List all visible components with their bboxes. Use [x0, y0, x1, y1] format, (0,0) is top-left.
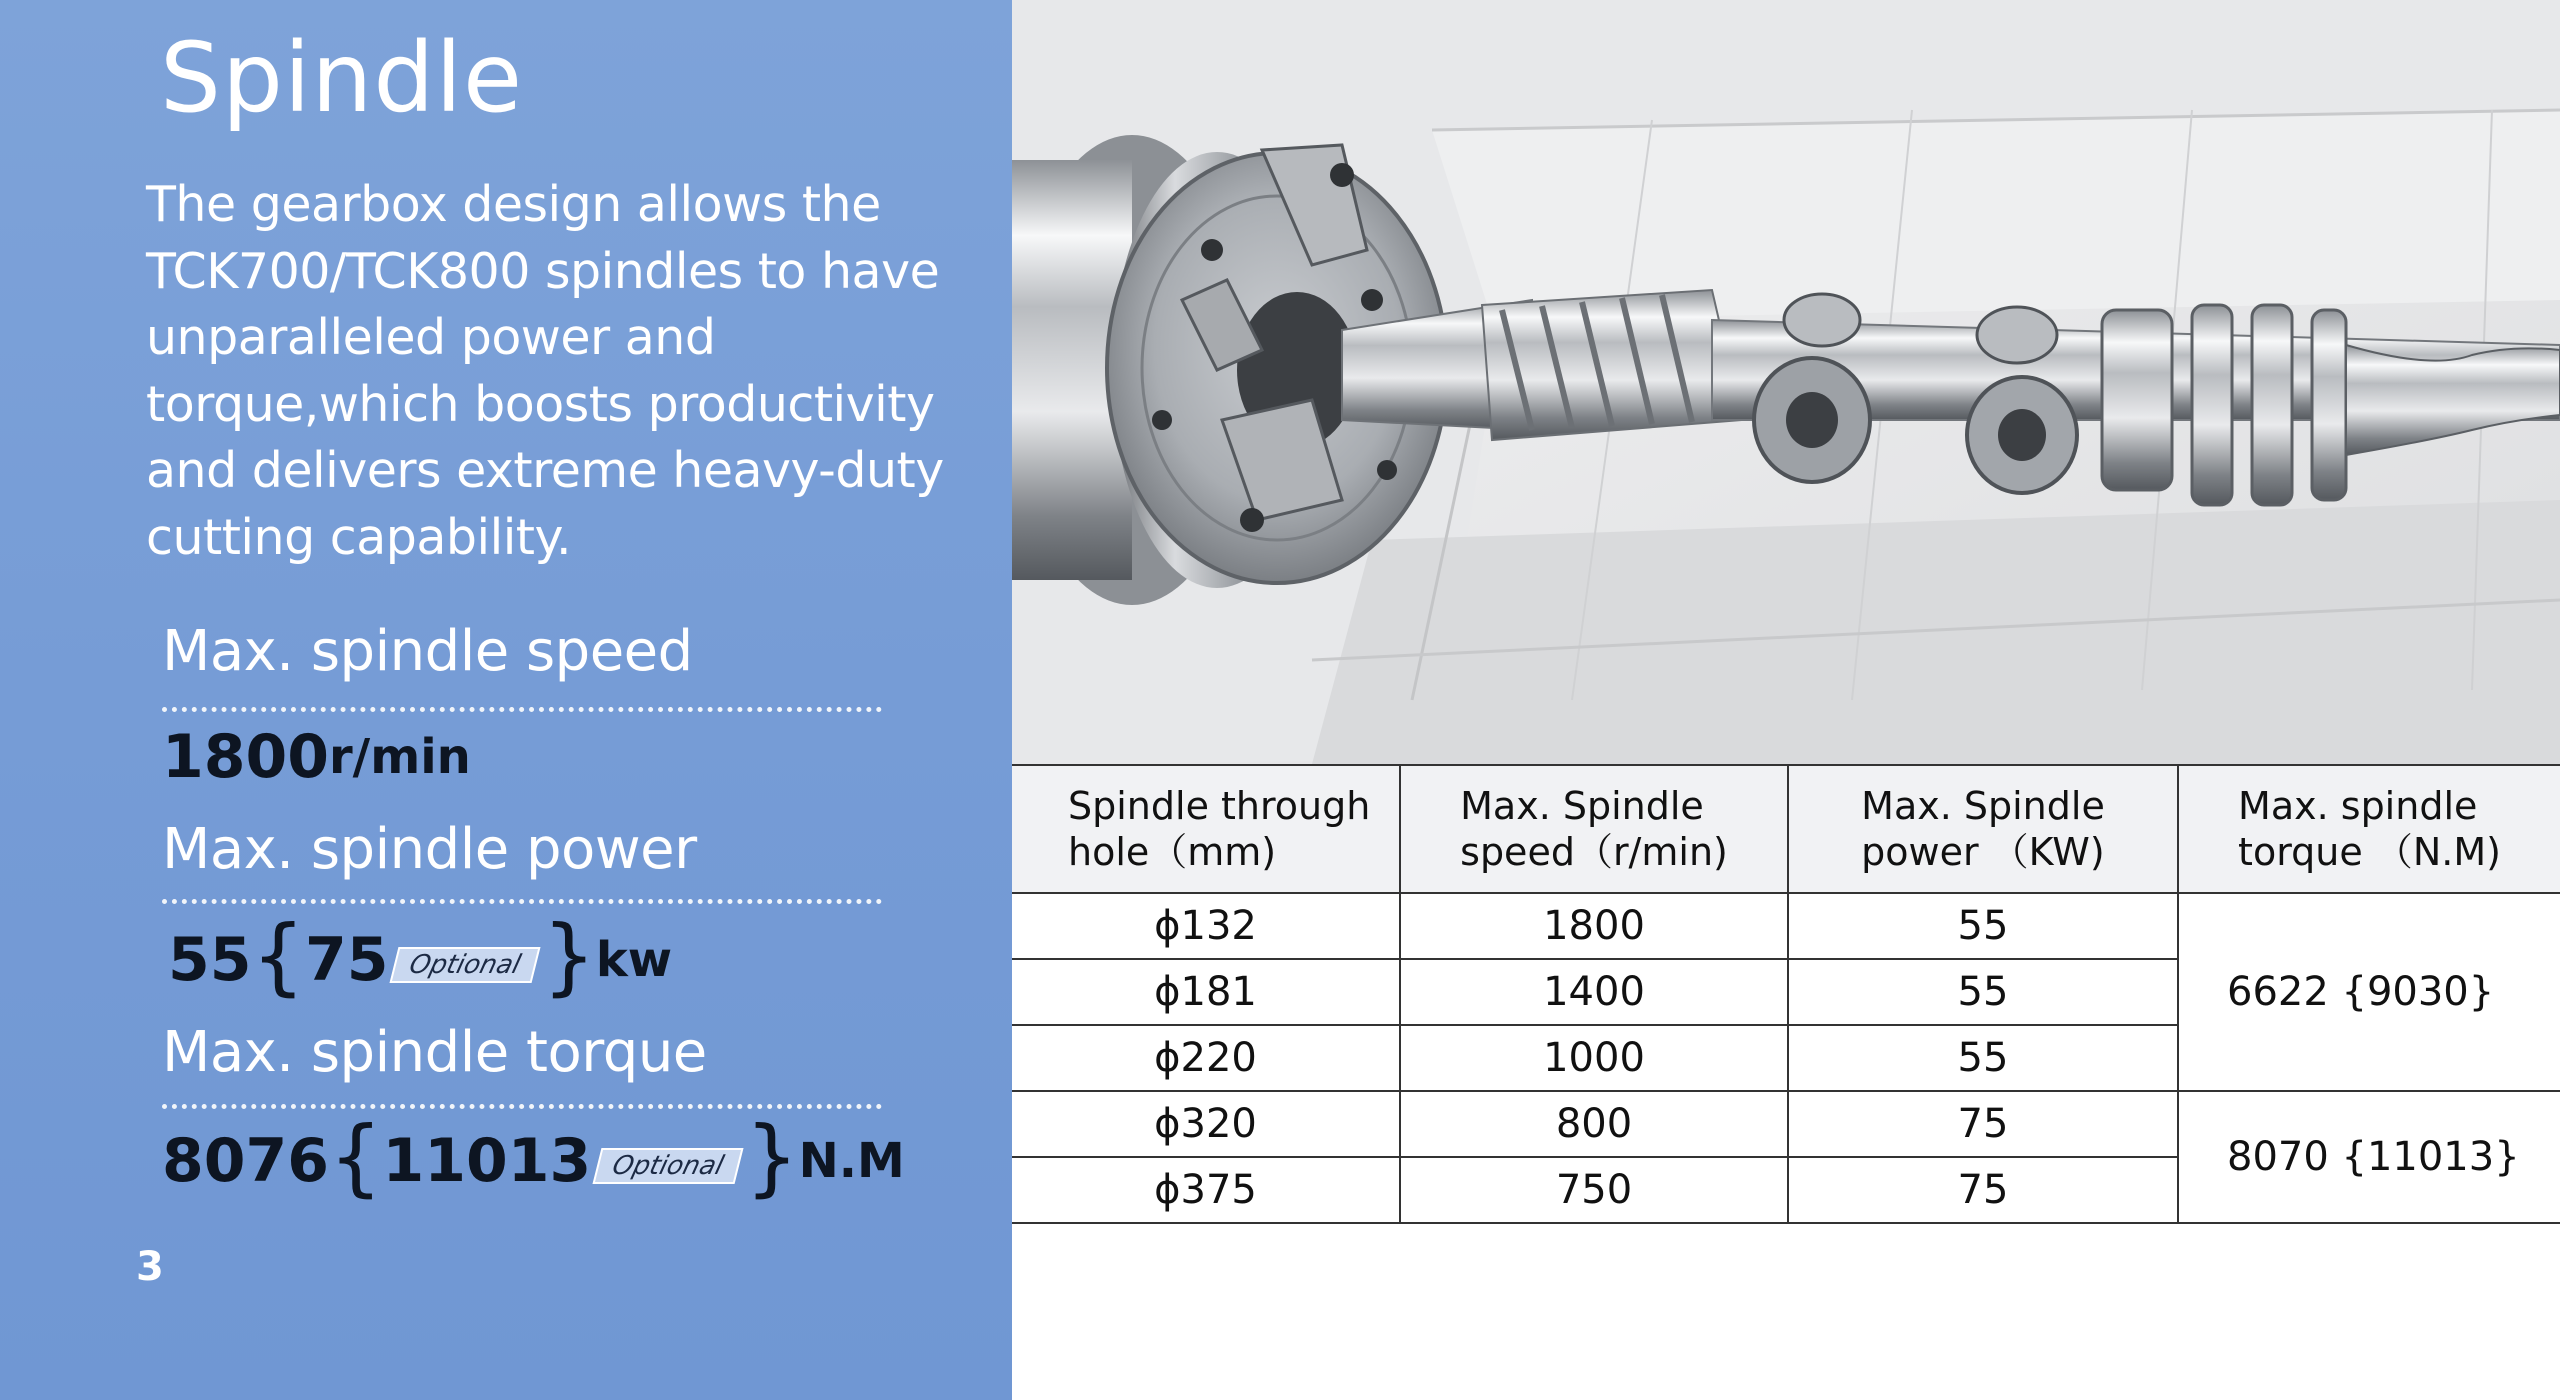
max-spindle-speed-value [162, 722, 471, 792]
header-line: Max. spindle [2238, 784, 2478, 828]
optional-tag: Optional [593, 1148, 744, 1184]
power-cell: 55 [1788, 959, 2178, 1025]
torque-cell: 8070 {11013} [2178, 1091, 2560, 1223]
open-brace: { [251, 907, 305, 1005]
spindle-spec-table [1012, 764, 2560, 1224]
hole-cell: ϕ181 [1012, 959, 1400, 1025]
table-row [1012, 893, 2560, 959]
speed-cell: 1800 [1400, 893, 1788, 959]
page-number: 3 [136, 1244, 164, 1290]
spindle-description: The gearbox design allows the TCK700/TCK800 spindles to have unparalleled power and torque,which boosts productivity and delivers extreme heavy-duty cutting capability. [146, 176, 944, 566]
hole-cell: ϕ375 [1012, 1157, 1400, 1223]
power-cell: 55 [1788, 1025, 2178, 1091]
speed-cell: 1400 [1400, 959, 1788, 1025]
power-unit: kw [595, 932, 673, 988]
max-spindle-power-value [168, 907, 673, 1005]
spindle-photo [1012, 0, 2560, 764]
lathe-spindle-illustration [1012, 0, 2560, 764]
hole-cell: ϕ132 [1012, 893, 1400, 959]
page-title: Spindle [160, 22, 524, 134]
divider [162, 707, 882, 712]
col-header-speed [1400, 765, 1788, 893]
torque-number: 8076 [162, 1126, 329, 1196]
max-spindle-power-label: Max. spindle power [162, 817, 697, 882]
table-header-row [1012, 765, 2560, 893]
power-cell: 55 [1788, 893, 2178, 959]
torque-unit: N.M [798, 1133, 905, 1189]
power-cell: 75 [1788, 1091, 2178, 1157]
speed-unit: r/min [329, 729, 471, 785]
header-line: torque （N.M) [2238, 830, 2501, 874]
torque-optional-number: 11013 [382, 1126, 592, 1196]
torque-cell: 6622 {9030} [2178, 893, 2560, 1091]
close-brace: } [542, 907, 596, 1005]
speed-cell: 750 [1400, 1157, 1788, 1223]
table-row [1012, 1091, 2560, 1157]
col-header-power [1788, 765, 2178, 893]
header-line: speed（r/min) [1460, 830, 1728, 874]
hole-cell: ϕ220 [1012, 1025, 1400, 1091]
optional-tag: Optional [390, 947, 541, 983]
col-header-hole [1012, 765, 1400, 893]
power-optional-number: 75 [304, 925, 389, 995]
header-line: hole（mm) [1068, 830, 1277, 874]
speed-cell: 1000 [1400, 1025, 1788, 1091]
speed-number: 1800 [162, 722, 329, 792]
max-spindle-torque-label: Max. spindle torque [162, 1020, 707, 1085]
hole-cell: ϕ320 [1012, 1091, 1400, 1157]
header-line: power （KW) [1861, 830, 2105, 874]
max-spindle-speed-label: Max. spindle speed [162, 619, 693, 684]
max-spindle-torque-value [162, 1108, 905, 1206]
open-brace: { [329, 1108, 383, 1206]
power-number: 55 [168, 925, 252, 995]
speed-cell: 800 [1400, 1091, 1788, 1157]
spindle-info-panel [0, 0, 1012, 1400]
header-line: Spindle through [1068, 784, 1371, 828]
col-header-torque [2178, 765, 2560, 893]
header-line: Max. Spindle [1460, 784, 1704, 828]
divider [162, 899, 882, 904]
close-brace: } [745, 1108, 799, 1206]
header-line: Max. Spindle [1861, 784, 2105, 828]
power-cell: 75 [1788, 1157, 2178, 1223]
